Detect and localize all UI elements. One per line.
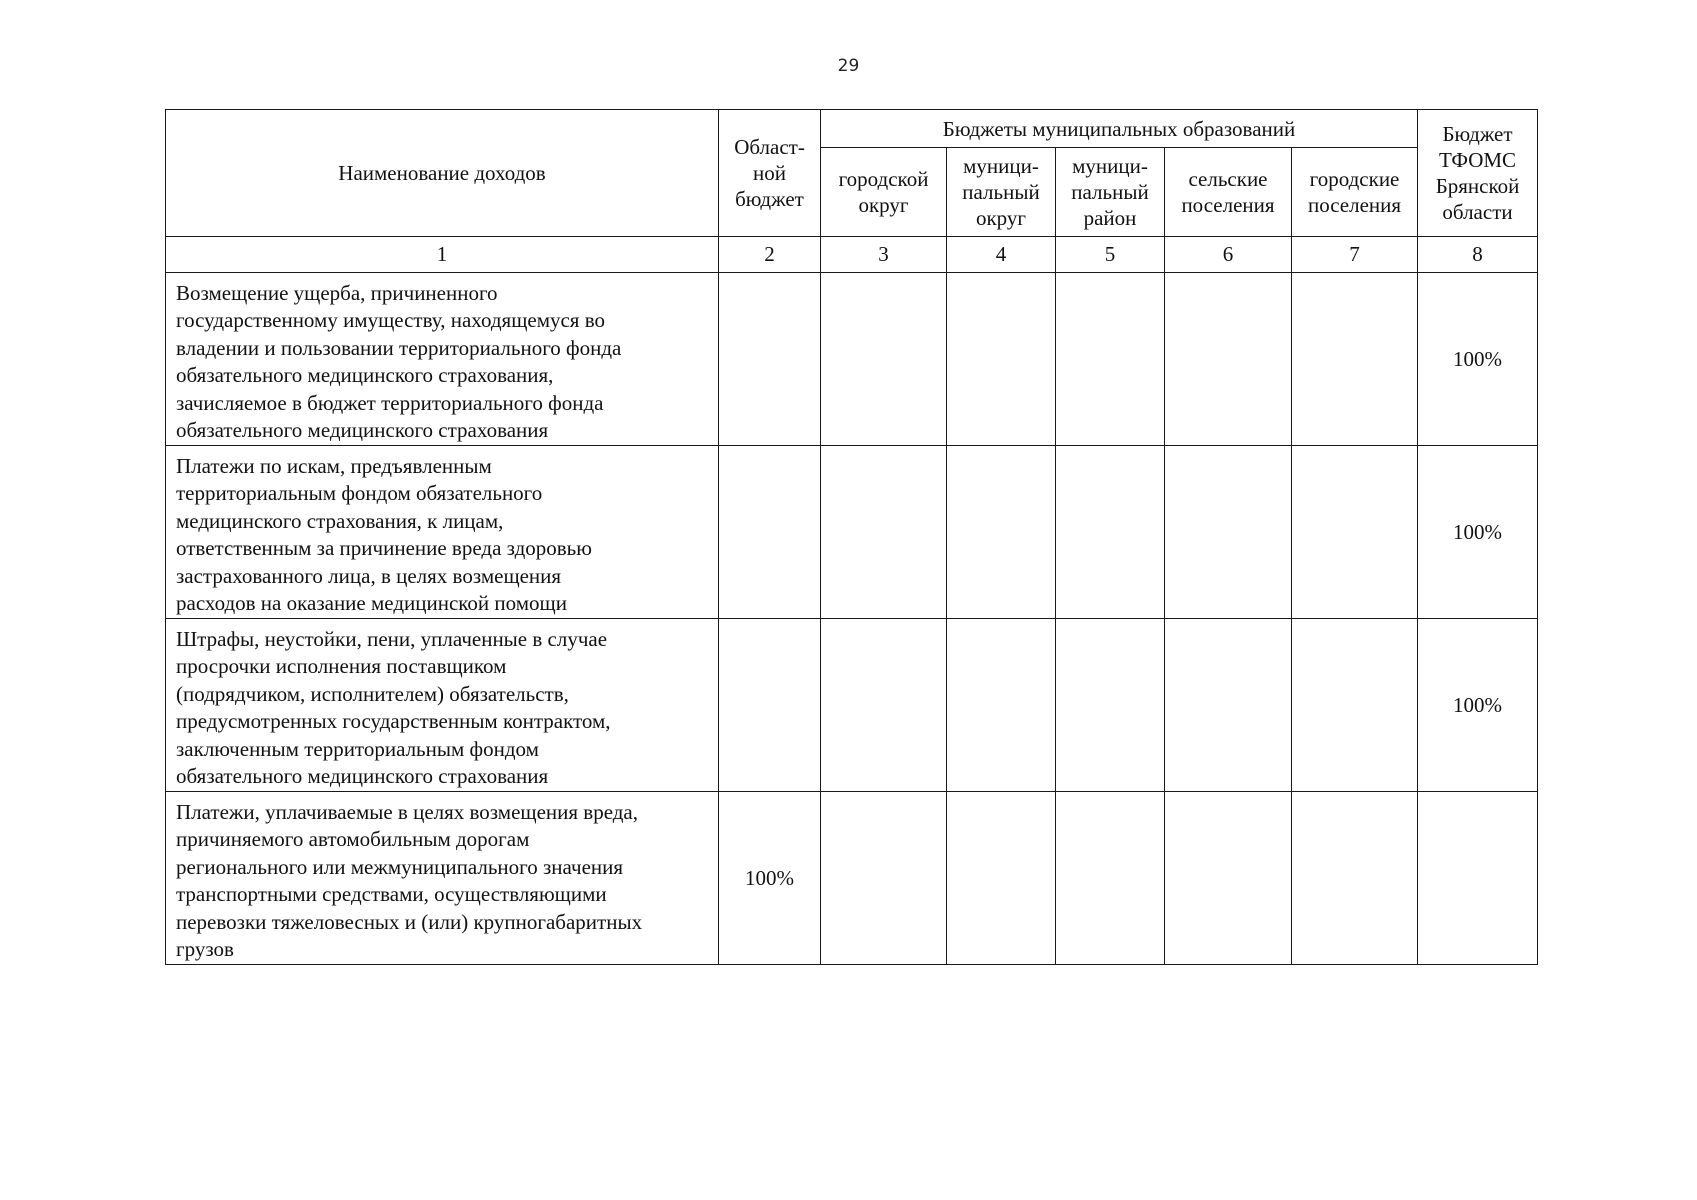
share-cell (1165, 446, 1292, 619)
income-name-cell (166, 446, 719, 619)
header-municipal-district (947, 148, 1056, 237)
share-cell (1056, 619, 1165, 792)
table-row (166, 273, 1538, 446)
share-cell (719, 446, 821, 619)
header-tfoms-budget (1418, 110, 1538, 237)
header-regional-budget-text: Област- ной бюджет (734, 135, 805, 211)
page-number: 29 (837, 56, 860, 76)
header-municipal-area-text: муници- пальный район (1071, 154, 1149, 230)
income-name-cell (166, 792, 719, 965)
share-cell (719, 619, 821, 792)
table-row (166, 792, 1538, 965)
share-cell (821, 792, 947, 965)
share-cell (947, 619, 1056, 792)
share-cell (821, 619, 947, 792)
share-cell: 100% (1418, 273, 1538, 446)
column-number: 5 (1056, 237, 1165, 273)
header-municipal-budgets-text: Бюджеты муниципальных образований (942, 116, 1296, 141)
header-municipal-district-text: муници- пальный округ (962, 154, 1040, 230)
share-cell (947, 446, 1056, 619)
share-cell (1056, 792, 1165, 965)
share-cell (1056, 446, 1165, 619)
income-name: Платежи, уплачиваемые в целях возмещения вреда, причиняемого автомобильным дорогам регионального или межмуниципального значения транспортными средствами, осуществляющими перевозки тяжеловесных и (или) крупногабаритных грузов (176, 800, 643, 962)
header-urban-settlements-text: городские поселения (1307, 167, 1402, 217)
column-number: 1 (166, 237, 719, 273)
share-cell (947, 273, 1056, 446)
income-name: Платежи по искам, предъявленным территориальным фондом обязательного медицинского страхования, к лицам, ответственным за причинение вреда здоровью застрахованного лица, в целях возмещения расходов на оказание медицинской помощи (176, 454, 592, 616)
header-rural-settlements (1165, 148, 1292, 237)
share-cell (947, 792, 1056, 965)
revenue-distribution-table (165, 109, 1538, 965)
column-number: 6 (1165, 237, 1292, 273)
share-cell (719, 273, 821, 446)
share-cell (1292, 619, 1418, 792)
table-body (166, 273, 1538, 965)
header-income-name (166, 110, 719, 237)
table-row (166, 619, 1538, 792)
column-number: 4 (947, 237, 1056, 273)
income-name-cell (166, 273, 719, 446)
share-cell: 100% (1418, 619, 1538, 792)
share-cell (1292, 446, 1418, 619)
header-urban-settlements (1292, 148, 1418, 237)
header-city-district-text: городской округ (838, 167, 929, 217)
share-cell: 100% (719, 792, 821, 965)
table-row (166, 446, 1538, 619)
share-cell (1292, 273, 1418, 446)
share-cell (1165, 792, 1292, 965)
header-city-district (821, 148, 947, 237)
income-name-cell (166, 619, 719, 792)
share-cell (1056, 273, 1165, 446)
table-header (166, 110, 1538, 273)
income-name: Возмещение ущерба, причиненного государственному имуществу, находящемуся во владении и пользовании территориального фонда обязательного медицинского страхования, зачисляемое в бюджет территориального фонда обязательного медицинского страхования (176, 281, 622, 443)
column-number: 7 (1292, 237, 1418, 273)
header-regional-budget (719, 110, 821, 237)
column-number: 3 (821, 237, 947, 273)
column-number: 2 (719, 237, 821, 273)
column-number: 8 (1418, 237, 1538, 273)
share-cell (821, 446, 947, 619)
income-name: Штрафы, неустойки, пени, уплаченные в случае просрочки исполнения поставщиком (подрядчиком, исполнителем) обязательств, предусмотренных государственным контрактом, заключенным территориальным фондом обязательного медицинского страхования (176, 627, 611, 789)
header-income-name-text: Наименование доходов (338, 161, 546, 185)
share-cell (1418, 792, 1538, 965)
column-number-row (166, 237, 1538, 273)
share-cell (821, 273, 947, 446)
share-cell (1165, 619, 1292, 792)
header-row-top (166, 110, 1538, 148)
share-cell (1292, 792, 1418, 965)
share-cell (1165, 273, 1292, 446)
share-cell: 100% (1418, 446, 1538, 619)
header-rural-settlements-text: сельские поселения (1181, 167, 1275, 217)
header-municipal-area (1056, 148, 1165, 237)
header-tfoms-budget-text: Бюджет ТФОМС Брянской области (1435, 122, 1520, 224)
header-municipal-budgets (821, 110, 1418, 148)
